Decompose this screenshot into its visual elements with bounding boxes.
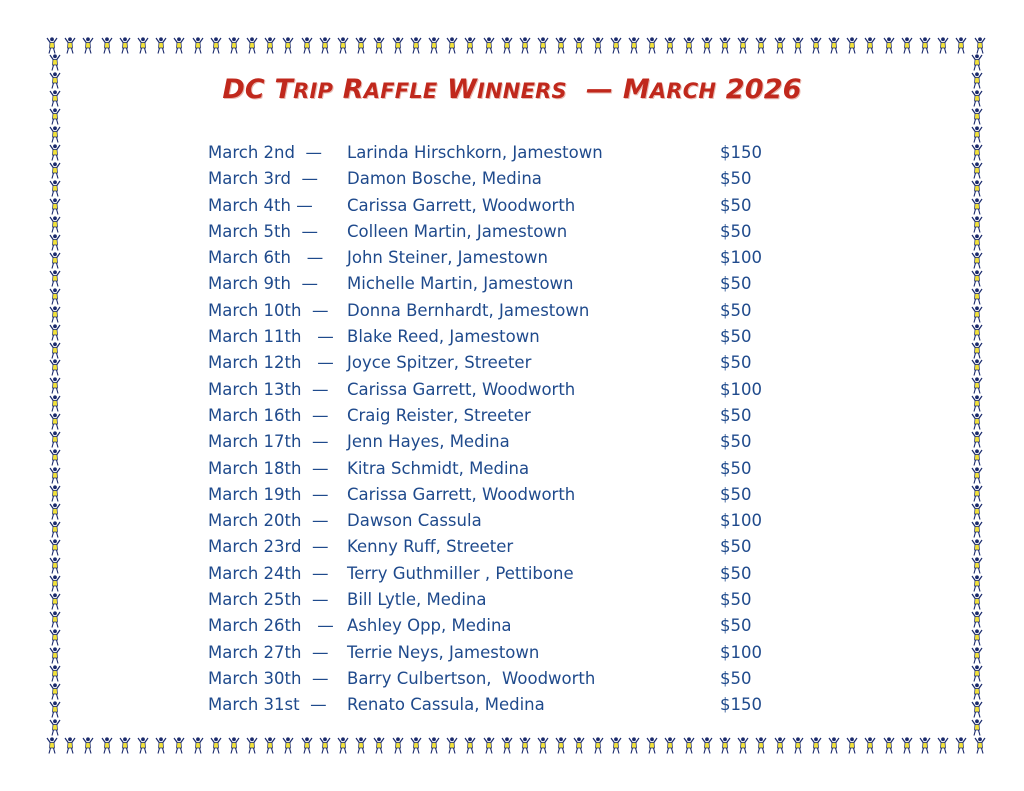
cheering-figure-icon — [971, 413, 983, 430]
winner-name: Larinda Hirschkorn, Jamestown — [347, 143, 603, 162]
cheering-figure-icon — [628, 737, 640, 754]
winner-amount: $50 — [720, 484, 752, 504]
cheering-figure-icon — [119, 737, 131, 754]
cheering-figure-icon — [155, 37, 167, 54]
cheering-figure-icon — [974, 37, 986, 54]
cheering-figure-icon — [64, 37, 76, 54]
list-item — [208, 667, 788, 693]
cheering-figure-icon — [971, 431, 983, 448]
border-left — [46, 54, 64, 736]
cheering-figure-icon — [49, 288, 61, 305]
cheering-figure-icon — [937, 37, 949, 54]
cheering-figure-icon — [864, 37, 876, 54]
cheering-figure-icon — [971, 683, 983, 700]
cheering-figure-icon — [392, 737, 404, 754]
cheering-figure-icon — [646, 37, 658, 54]
winner-name: Kenny Ruff, Streeter — [347, 537, 514, 557]
winner-amount: $50 — [720, 195, 752, 215]
cheering-figure-icon — [971, 198, 983, 215]
cheering-figure-icon — [49, 557, 61, 574]
cheering-figure-icon — [49, 54, 61, 71]
cheering-figure-icon — [319, 37, 331, 54]
winner-date: March 10th — — [208, 300, 329, 320]
list-item — [208, 141, 788, 167]
cheering-figure-icon — [555, 37, 567, 54]
cheering-figure-icon — [971, 359, 983, 376]
cheering-figure-icon — [210, 37, 222, 54]
cheering-figure-icon — [49, 485, 61, 502]
list-item — [208, 430, 788, 456]
list-item — [208, 588, 788, 614]
cheering-figure-icon — [971, 503, 983, 520]
cheering-figure-icon — [483, 37, 495, 54]
winner-name: Damon Bosche, Medina — [347, 169, 542, 189]
cheering-figure-icon — [82, 737, 94, 754]
winner-date: March 26th — — [208, 616, 334, 636]
border-top — [46, 36, 986, 54]
winner-amount: $100 — [720, 379, 762, 399]
cheering-figure-icon — [137, 737, 149, 754]
winner-amount: $50 — [720, 221, 752, 241]
cheering-figure-icon — [49, 647, 61, 664]
cheering-figure-icon — [628, 37, 640, 54]
cheering-figure-icon — [971, 593, 983, 610]
cheering-figure-icon — [537, 737, 549, 754]
cheering-figure-icon — [971, 485, 983, 502]
cheering-figure-icon — [46, 37, 58, 54]
cheering-figure-icon — [49, 359, 61, 376]
list-item — [208, 562, 788, 588]
winner-date: March 24th — — [208, 563, 329, 583]
cheering-figure-icon — [919, 37, 931, 54]
cheering-figure-icon — [846, 37, 858, 54]
cheering-figure-icon — [719, 737, 731, 754]
cheering-figure-icon — [49, 431, 61, 448]
cheering-figure-icon — [501, 737, 513, 754]
cheering-figure-icon — [864, 737, 876, 754]
winner-name: Barry Culbertson, Woodworth — [347, 668, 596, 688]
list-item — [208, 220, 788, 246]
cheering-figure-icon — [971, 665, 983, 682]
cheering-figure-icon — [737, 737, 749, 754]
winner-date: March 13th — — [208, 379, 329, 399]
cheering-figure-icon — [49, 198, 61, 215]
cheering-figure-icon — [49, 108, 61, 125]
cheering-figure-icon — [919, 737, 931, 754]
cheering-figure-icon — [971, 647, 983, 664]
winner-name: Carissa Garrett, Woodworth — [347, 379, 576, 399]
cheering-figure-icon — [192, 37, 204, 54]
winner-amount: $50 — [720, 274, 752, 294]
cheering-figure-icon — [49, 539, 61, 556]
winner-date: March 3rd — — [208, 169, 318, 189]
cheering-figure-icon — [49, 665, 61, 682]
cheering-figure-icon — [264, 37, 276, 54]
cheering-figure-icon — [610, 37, 622, 54]
winner-name: Kitra Schmidt, Medina — [347, 458, 530, 478]
cheering-figure-icon — [937, 737, 949, 754]
list-item — [208, 457, 788, 483]
winner-date: March 12th — — [208, 353, 334, 373]
cheering-figure-icon — [49, 342, 61, 359]
cheering-figure-icon — [49, 180, 61, 197]
cheering-figure-icon — [683, 737, 695, 754]
cheering-figure-icon — [971, 701, 983, 718]
winner-date: March 18th — — [208, 458, 329, 478]
cheering-figure-icon — [828, 37, 840, 54]
winner-name: Craig Reister, Streeter — [347, 405, 531, 425]
cheering-figure-icon — [49, 270, 61, 287]
cheering-figure-icon — [49, 162, 61, 179]
cheering-figure-icon — [49, 611, 61, 628]
cheering-figure-icon — [646, 737, 658, 754]
cheering-figure-icon — [971, 270, 983, 287]
cheering-figure-icon — [755, 737, 767, 754]
winner-amount: $150 — [720, 143, 762, 162]
cheering-figure-icon — [971, 306, 983, 323]
winner-name: Blake Reed, Jamestown — [347, 327, 540, 347]
cheering-figure-icon — [373, 737, 385, 754]
cheering-figure-icon — [971, 216, 983, 233]
winner-amount: $50 — [720, 432, 752, 452]
cheering-figure-icon — [971, 467, 983, 484]
cheering-figure-icon — [392, 37, 404, 54]
cheering-figure-icon — [971, 108, 983, 125]
cheering-figure-icon — [246, 737, 258, 754]
list-item — [208, 378, 788, 404]
cheering-figure-icon — [971, 126, 983, 143]
cheering-figure-icon — [971, 288, 983, 305]
cheering-figure-icon — [664, 37, 676, 54]
list-item — [208, 299, 788, 325]
cheering-figure-icon — [49, 521, 61, 538]
border-bottom — [46, 736, 986, 754]
cheering-figure-icon — [464, 737, 476, 754]
cheering-figure-icon — [49, 234, 61, 251]
cheering-figure-icon — [46, 737, 58, 754]
cheering-figure-icon — [410, 737, 422, 754]
winner-name: Dawson Cassula — [347, 511, 482, 531]
cheering-figure-icon — [355, 37, 367, 54]
cheering-figure-icon — [737, 37, 749, 54]
winner-name: Michelle Martin, Jamestown — [347, 274, 574, 294]
winner-name: Donna Bernhardt, Jamestown — [347, 300, 590, 320]
cheering-figure-icon — [792, 737, 804, 754]
list-item — [208, 509, 788, 535]
cheering-figure-icon — [792, 37, 804, 54]
cheering-figure-icon — [173, 737, 185, 754]
cheering-figure-icon — [49, 306, 61, 323]
list-item — [208, 404, 788, 430]
winner-name: Terrie Neys, Jamestown — [347, 642, 540, 662]
winner-date: March 11th — — [208, 327, 334, 347]
cheering-figure-icon — [337, 37, 349, 54]
list-item — [208, 246, 788, 272]
cheering-figure-icon — [410, 37, 422, 54]
winner-name: Bill Lytle, Medina — [347, 590, 487, 610]
winner-amount: $100 — [720, 642, 762, 662]
cheering-figure-icon — [49, 629, 61, 646]
cheering-figure-icon — [774, 737, 786, 754]
cheering-figure-icon — [228, 37, 240, 54]
list-item — [208, 693, 788, 719]
winner-amount: $150 — [720, 695, 762, 715]
cheering-figure-icon — [119, 37, 131, 54]
winner-date: March 30th — — [208, 668, 329, 688]
winner-date: March 4th — — [208, 195, 313, 215]
winner-date: March 2nd — — [208, 143, 322, 162]
cheering-figure-icon — [810, 37, 822, 54]
cheering-figure-icon — [610, 737, 622, 754]
winner-name: Carissa Garrett, Woodworth — [347, 484, 576, 504]
cheering-figure-icon — [173, 37, 185, 54]
cheering-figure-icon — [701, 737, 713, 754]
winner-amount: $100 — [720, 248, 762, 268]
cheering-figure-icon — [246, 37, 258, 54]
cheering-figure-icon — [971, 144, 983, 161]
cheering-figure-icon — [883, 737, 895, 754]
border-right — [968, 54, 986, 736]
winner-date: March 6th — — [208, 248, 324, 268]
winner-date: March 20th — — [208, 511, 329, 531]
winner-amount: $50 — [720, 327, 752, 347]
list-item — [208, 614, 788, 640]
cheering-figure-icon — [971, 252, 983, 269]
cheering-figure-icon — [355, 737, 367, 754]
winner-amount: $50 — [720, 616, 752, 636]
winner-name: Joyce Spitzer, Streeter — [347, 353, 532, 373]
winner-date: March 19th — — [208, 484, 329, 504]
cheering-figure-icon — [955, 737, 967, 754]
cheering-figure-icon — [228, 737, 240, 754]
cheering-figure-icon — [282, 737, 294, 754]
cheering-figure-icon — [464, 37, 476, 54]
cheering-figure-icon — [883, 37, 895, 54]
cheering-figure-icon — [971, 611, 983, 628]
winner-amount: $50 — [720, 668, 752, 688]
cheering-figure-icon — [573, 37, 585, 54]
cheering-figure-icon — [971, 521, 983, 538]
cheering-figure-icon — [828, 737, 840, 754]
cheering-figure-icon — [719, 37, 731, 54]
cheering-figure-icon — [49, 575, 61, 592]
list-item — [208, 167, 788, 193]
cheering-figure-icon — [592, 37, 604, 54]
cheering-figure-icon — [955, 37, 967, 54]
winner-name: Colleen Martin, Jamestown — [347, 221, 568, 241]
winner-name: Ashley Opp, Medina — [347, 616, 512, 636]
cheering-figure-icon — [846, 737, 858, 754]
cheering-figure-icon — [301, 37, 313, 54]
cheering-figure-icon — [49, 593, 61, 610]
cheering-figure-icon — [49, 503, 61, 520]
cheering-figure-icon — [101, 37, 113, 54]
cheering-figure-icon — [373, 37, 385, 54]
winner-date: March 17th — — [208, 432, 329, 452]
cheering-figure-icon — [573, 737, 585, 754]
cheering-figure-icon — [446, 737, 458, 754]
cheering-figure-icon — [501, 37, 513, 54]
cheering-figure-icon — [971, 629, 983, 646]
cheering-figure-icon — [49, 719, 61, 736]
cheering-figure-icon — [974, 737, 986, 754]
winner-name: Jenn Hayes, Medina — [347, 432, 510, 452]
winner-amount: $50 — [720, 590, 752, 610]
cheering-figure-icon — [971, 557, 983, 574]
winner-amount: $50 — [720, 353, 752, 373]
cheering-figure-icon — [971, 377, 983, 394]
cheering-figure-icon — [49, 683, 61, 700]
winner-name: John Steiner, Jamestown — [347, 248, 548, 268]
cheering-figure-icon — [901, 37, 913, 54]
list-item — [208, 535, 788, 561]
cheering-figure-icon — [49, 449, 61, 466]
cheering-figure-icon — [319, 737, 331, 754]
cheering-figure-icon — [155, 737, 167, 754]
winner-date: March 31st — — [208, 695, 327, 715]
winner-amount: $100 — [720, 511, 762, 531]
cheering-figure-icon — [701, 37, 713, 54]
winner-amount: $50 — [720, 169, 752, 189]
winner-date: March 23rd — — [208, 537, 329, 557]
list-item — [208, 325, 788, 351]
cheering-figure-icon — [664, 737, 676, 754]
cheering-figure-icon — [519, 37, 531, 54]
cheering-figure-icon — [901, 737, 913, 754]
cheering-figure-icon — [49, 377, 61, 394]
cheering-figure-icon — [301, 737, 313, 754]
cheering-figure-icon — [49, 413, 61, 430]
cheering-figure-icon — [49, 252, 61, 269]
cheering-figure-icon — [971, 575, 983, 592]
cheering-figure-icon — [519, 737, 531, 754]
winner-amount: $50 — [720, 300, 752, 320]
cheering-figure-icon — [49, 701, 61, 718]
cheering-figure-icon — [264, 737, 276, 754]
cheering-figure-icon — [810, 737, 822, 754]
cheering-figure-icon — [428, 737, 440, 754]
winner-name: Renato Cassula, Medina — [347, 695, 545, 715]
winner-date: March 25th — — [208, 590, 329, 610]
winners-list — [208, 141, 788, 720]
cheering-figure-icon — [555, 737, 567, 754]
cheering-figure-icon — [971, 449, 983, 466]
cheering-figure-icon — [971, 719, 983, 736]
cheering-figure-icon — [49, 216, 61, 233]
cheering-figure-icon — [537, 37, 549, 54]
winner-date: March 5th — — [208, 221, 318, 241]
cheering-figure-icon — [971, 162, 983, 179]
cheering-figure-icon — [683, 37, 695, 54]
winner-amount: $50 — [720, 458, 752, 478]
cheering-figure-icon — [49, 395, 61, 412]
cheering-figure-icon — [592, 737, 604, 754]
cheering-figure-icon — [755, 37, 767, 54]
winner-amount: $50 — [720, 537, 752, 557]
cheering-figure-icon — [49, 144, 61, 161]
winner-date: March 27th — — [208, 642, 329, 662]
cheering-figure-icon — [49, 324, 61, 341]
page-title: DC TRIP RAFFLE WINNERS — MARCH 2026 — [222, 74, 802, 105]
cheering-figure-icon — [137, 37, 149, 54]
winner-name: Carissa Garrett, Woodworth — [347, 195, 576, 215]
cheering-figure-icon — [428, 37, 440, 54]
winner-amount: $50 — [720, 405, 752, 425]
list-item — [208, 641, 788, 667]
cheering-figure-icon — [49, 467, 61, 484]
cheering-figure-icon — [971, 324, 983, 341]
winner-name: Terry Guthmiller , Pettibone — [347, 563, 574, 583]
cheering-figure-icon — [101, 737, 113, 754]
cheering-figure-icon — [210, 737, 222, 754]
winner-date: March 9th — — [208, 274, 318, 294]
list-item — [208, 483, 788, 509]
cheering-figure-icon — [49, 126, 61, 143]
cheering-figure-icon — [64, 737, 76, 754]
cheering-figure-icon — [446, 37, 458, 54]
list-item — [208, 194, 788, 220]
winner-date: March 16th — — [208, 405, 329, 425]
winner-amount: $50 — [720, 563, 752, 583]
cheering-figure-icon — [971, 539, 983, 556]
cheering-figure-icon — [774, 37, 786, 54]
list-item — [208, 272, 788, 298]
cheering-figure-icon — [971, 395, 983, 412]
list-item — [208, 351, 788, 377]
cheering-figure-icon — [971, 180, 983, 197]
cheering-figure-icon — [337, 737, 349, 754]
cheering-figure-icon — [483, 737, 495, 754]
cheering-figure-icon — [82, 37, 94, 54]
cheering-figure-icon — [971, 342, 983, 359]
cheering-figure-icon — [192, 737, 204, 754]
cheering-figure-icon — [971, 234, 983, 251]
cheering-figure-icon — [282, 37, 294, 54]
cheering-figure-icon — [971, 54, 983, 71]
